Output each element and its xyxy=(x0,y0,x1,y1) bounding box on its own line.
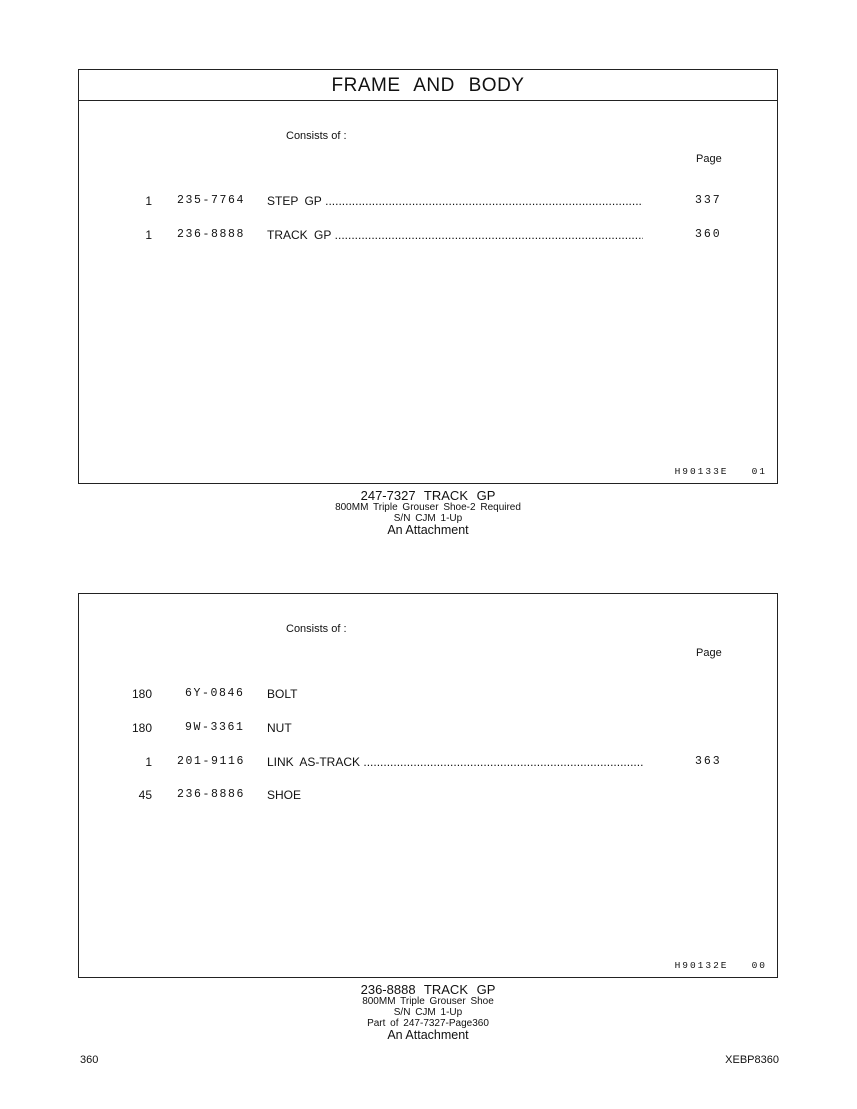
document-id: XEBP8360 xyxy=(725,1054,779,1066)
illustration-code: H90133E 01 xyxy=(674,466,767,477)
page-column-header: Page xyxy=(696,647,722,659)
panel-title: FRAME AND BODY xyxy=(79,70,777,101)
page-reference: 363 xyxy=(695,755,722,768)
page-number: 360 xyxy=(80,1054,99,1066)
frame-and-body-panel xyxy=(78,69,778,484)
track-group-panel xyxy=(78,593,778,978)
consists-of-label: Consists of : xyxy=(286,623,347,635)
illustration-code: H90132E 00 xyxy=(674,960,767,971)
quantity: 1 xyxy=(145,194,152,208)
part-name: LINK AS-TRACK ..... xyxy=(267,755,643,769)
quantity: 45 xyxy=(138,788,152,802)
group-title: 247-7327 TRACK GP xyxy=(360,488,496,503)
quantity: 180 xyxy=(131,687,152,701)
part-name: NUT xyxy=(267,721,292,735)
parts-row xyxy=(79,721,777,735)
parts-row xyxy=(79,194,777,208)
group-title: 236-8888 TRACK GP xyxy=(360,982,496,997)
part-name: STEP GP ..... xyxy=(267,194,643,208)
parts-row xyxy=(79,687,777,701)
serial-range: S/N CJM 1-Up xyxy=(393,1007,463,1018)
attachment-note: An Attachment xyxy=(387,1028,469,1042)
quantity: 1 xyxy=(145,755,152,769)
consists-of-label: Consists of : xyxy=(286,130,347,142)
group-caption xyxy=(78,489,778,536)
page-reference: 360 xyxy=(695,228,722,241)
parts-row xyxy=(79,788,777,802)
part-number: 236-8886 xyxy=(177,788,246,801)
parts-row xyxy=(79,755,777,769)
part-number: 6Y-0846 xyxy=(185,687,245,700)
part-number: 236-8888 xyxy=(177,228,246,241)
part-name: TRACK GP ..... xyxy=(267,228,643,242)
part-number: 235-7764 xyxy=(177,194,246,207)
part-name: BOLT xyxy=(267,687,298,701)
group-description: 800MM Triple Grouser Shoe xyxy=(362,996,494,1007)
parts-row xyxy=(79,228,777,242)
page-column-header: Page xyxy=(696,153,722,165)
group-caption xyxy=(78,983,778,1041)
serial-range: S/N CJM 1-Up xyxy=(393,513,463,524)
part-number: 9W-3361 xyxy=(185,721,245,734)
part-number: 201-9116 xyxy=(177,755,246,768)
parent-reference: Part of 247-7327-Page360 xyxy=(367,1018,489,1029)
quantity: 1 xyxy=(145,228,152,242)
attachment-note: An Attachment xyxy=(387,523,469,537)
quantity: 180 xyxy=(131,721,152,735)
part-name: SHOE xyxy=(267,788,302,802)
group-description: 800MM Triple Grouser Shoe-2 Required xyxy=(335,502,521,513)
page-reference: 337 xyxy=(695,194,722,207)
